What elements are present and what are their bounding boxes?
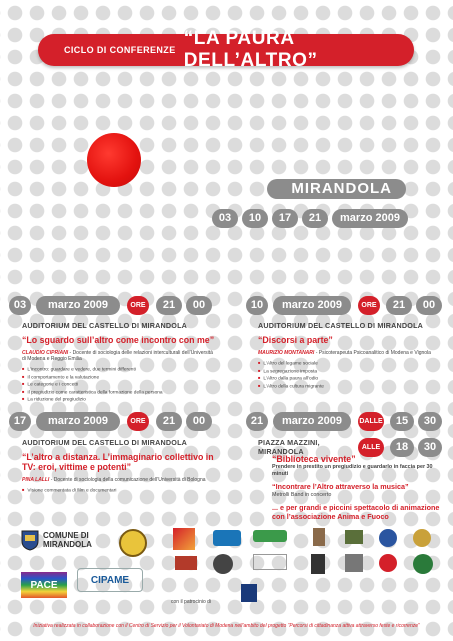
comune-logo: COMUNE DI MIRANDOLA: [43, 531, 92, 549]
event-title: “L’altro a distanza. L’immaginario collettivo in TV: eroi, vittime e potenti”: [22, 452, 214, 472]
event-venue: AUDITORIUM DEL CASTELLO DI MIRANDOLA: [22, 321, 188, 330]
partner-logo: [253, 530, 287, 542]
partner-logo: [175, 556, 197, 570]
main-title: “LA PAURA DELL’ALTRO”: [183, 28, 318, 71]
topic-item: ■ L’incontro: guardare e vedere, due termini differenti: [22, 366, 218, 374]
event-speaker: CLAUDIO CIPRIANI - Docente di sociologia delle relazioni interculturali dell’Università di Modena e Reggio Emilia: [22, 350, 213, 362]
event-line: Metrolli Band in concerto: [272, 491, 332, 498]
event-hour-end: 18: [390, 438, 414, 457]
auser-logo: [213, 530, 241, 546]
event-4-details: [272, 454, 448, 521]
date-pill: 03: [212, 209, 238, 228]
event-month: marzo 2009: [36, 296, 120, 315]
series-label: CICLO DI CONFERENZE: [64, 45, 176, 55]
month-pill: marzo 2009: [332, 209, 408, 228]
event-hour: 21: [156, 412, 182, 431]
crest-icon: [20, 528, 40, 552]
partner-logo: [253, 554, 287, 570]
event-3-details: [22, 438, 218, 495]
event-day: 10: [246, 296, 268, 315]
event-topics: [258, 360, 446, 390]
event-day: 21: [246, 412, 268, 431]
time-label: ORE: [127, 296, 149, 315]
event-speaker: MAURIZIO MONTANARI - Psicoterapeuta Psicoanalitico di Modena e Vignola: [258, 350, 431, 356]
event-1-details: [22, 321, 218, 404]
event-venue: AUDITORIUM DEL CASTELLO DI MIRANDOLA: [258, 321, 424, 330]
partner-logo: [173, 528, 195, 550]
topic-item: ■ Visione commentata di film e documentari: [22, 487, 218, 495]
event-hour: 15: [390, 412, 414, 431]
cipame-logo: CIPAME: [77, 568, 143, 592]
topic-item: ■ Le categorie e i concetti: [22, 381, 218, 389]
event-hour: 21: [156, 296, 182, 315]
event-month: marzo 2009: [273, 296, 351, 315]
event-minute: 00: [416, 296, 442, 315]
event-month: marzo 2009: [273, 412, 351, 431]
topic-item: ■ L’Altro della cultura migrante: [258, 383, 446, 391]
time-label: ORE: [127, 412, 149, 431]
date-pill: 17: [272, 209, 298, 228]
event-month: marzo 2009: [36, 412, 120, 431]
emblem-icon: [119, 529, 147, 557]
event-minute-end: 30: [418, 438, 442, 457]
footer-text: Iniziativa realizzata in collaborazione con il Centro di Servizio per il Volontariato di Modena nell’ambito del progetto “Percorsi di cittadinanza attiva attraverso feste e ricorrenze”: [33, 623, 420, 629]
event-venue: AUDITORIUM DEL CASTELLO DI MIRANDOLA: [22, 438, 188, 447]
event-note: ... e per grandi e piccini spettacolo di animazione con l’associazione Anima e Fuoco: [272, 503, 440, 521]
topic-item: ■ Il pregiudizio come caratteristica della formazione della persona: [22, 389, 218, 397]
event-subtitle: “Incontrare l’Altro attraverso la musica”: [272, 482, 409, 491]
time-label-from: DALLE: [358, 412, 384, 431]
date-pill: 21: [302, 209, 328, 228]
sponsor-logos: [15, 524, 440, 619]
partner-logo: [379, 554, 397, 572]
event-title: “Lo sguardo sull’altro come incontro con me”: [22, 335, 215, 345]
partner-logo: [213, 554, 233, 574]
partner-logo: [311, 554, 325, 574]
event-day: 03: [9, 296, 31, 315]
topic-item: ■ L’Altro del legame sociale: [258, 360, 446, 368]
city-label: MIRANDOLA: [267, 179, 406, 199]
topic-item: ■ La riduzione del pregiudizio: [22, 396, 218, 404]
topic-item: ■ Il comportamento e la valutazione: [22, 374, 218, 382]
patronage-text: [261, 584, 305, 594]
time-label-to: ALLE: [358, 438, 384, 457]
partner-logo: [345, 530, 363, 544]
partner-logo: [413, 554, 433, 574]
time-label: ORE: [358, 296, 380, 315]
date-pill: 10: [242, 209, 268, 228]
event-venue: PIAZZA MAZZINI, MIRANDOLA: [258, 438, 320, 456]
partner-logo: [313, 528, 325, 546]
event-minute: 30: [418, 412, 442, 431]
red-dot-graphic: [87, 133, 141, 187]
event-speaker: PINA LALLI - Docente di sociologia della comunicazione dell’Università di Bologna: [22, 477, 206, 483]
event-line: Prendere in prestito un pregiudizio e guardarlo in faccia per 30 minuti: [272, 464, 433, 477]
topic-item: ■ La segregazione imposta: [258, 368, 446, 376]
event-2-details: [258, 321, 446, 390]
partner-logo: [413, 529, 431, 547]
title-banner: [38, 28, 414, 71]
event-title: “Biblioteca vivente”: [272, 454, 356, 464]
patronage-label: con il patrocinio di: [171, 599, 212, 605]
event-title: “Discorsi a parte”: [258, 335, 333, 345]
event-minute: 00: [186, 296, 212, 315]
partner-logo: [379, 529, 397, 547]
patronage-logo: [241, 584, 257, 602]
event-day: 17: [9, 412, 31, 431]
event-topics: [22, 366, 218, 404]
event-minute: 00: [186, 412, 212, 431]
event-topics: [22, 487, 218, 495]
event-hour: 21: [386, 296, 412, 315]
partner-logo: [345, 554, 363, 572]
topic-item: ■ L’Altro dalla paura all’odio: [258, 375, 446, 383]
pace-flag-logo: PACE: [21, 572, 67, 598]
